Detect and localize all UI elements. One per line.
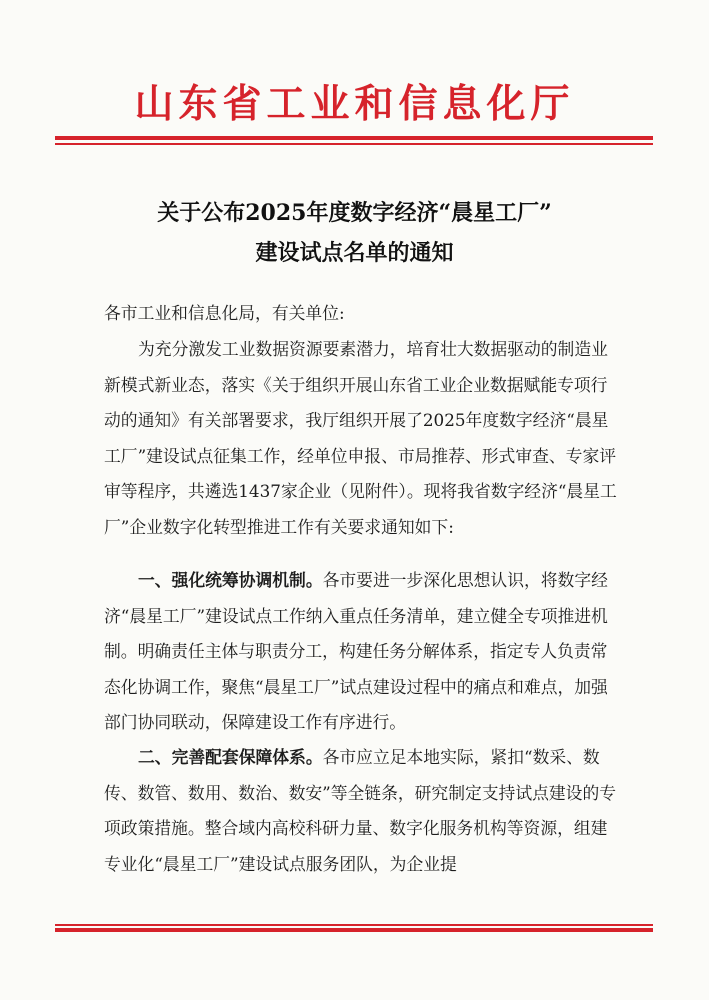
- section-1-paragraph: [104, 563, 624, 741]
- intro-paragraph: 为充分激发工业数据资源要素潜力，培育壮大数据驱动的制造业新模式新业态，落实《关于组织开展山东省工业企业数据赋能专项行动的通知》有关部署要求，我厅组织开展了2025年度数字经济“晨星工厂”建设试点征集工作，经单位申报、市局推荐、形式审查、专家评审等程序，共遴选1437家企业（见附件）。现将我省数字经济“晨星工厂”企业数字化转型推进工作有关要求通知如下:: [104, 339, 617, 537]
- section-2-heading: 二、完善配套保障体系。: [138, 747, 323, 767]
- header-rule-thick: [55, 136, 653, 140]
- section-1-text: 各市要进一步深化思想认识，将数字经济“晨星工厂”建设试点工作纳入重点任务清单，建立健全专项推进机制。明确责任主体与职责分工，构建任务分解体系，指定专人负责常态化协调工作，聚焦“晨星工厂”试点建设过程中的痛点和难点，加强部门协同联动，保障建设工作有序进行。: [104, 570, 608, 732]
- issuing-authority-title: 山东省工业和信息化厅: [134, 81, 575, 127]
- footer-rule-thin: [55, 924, 653, 926]
- salutation: 各市工业和信息化局，有关单位:: [104, 303, 345, 323]
- section-2-paragraph: [104, 740, 624, 882]
- section-2-text: 各市应立足本地实际，紧扣“数采、数传、数管、数用、数治、数安”等全链条，研究制定支持试点建设的专项政策措施。整合域内高校科研力量、数字化服务机构等资源，组建专业化“晨星工厂”建设试点服务团队，为企业提: [104, 747, 617, 874]
- notice-title-line2: 建设试点名单的通知: [255, 240, 454, 266]
- notice-title-line1: 关于公布2025年度数字经济“晨星工厂”: [157, 200, 552, 226]
- section-1-heading: 一、强化统筹协调机制。: [138, 570, 323, 590]
- header-rule-thin: [55, 143, 653, 145]
- footer-rule-thick: [55, 928, 653, 932]
